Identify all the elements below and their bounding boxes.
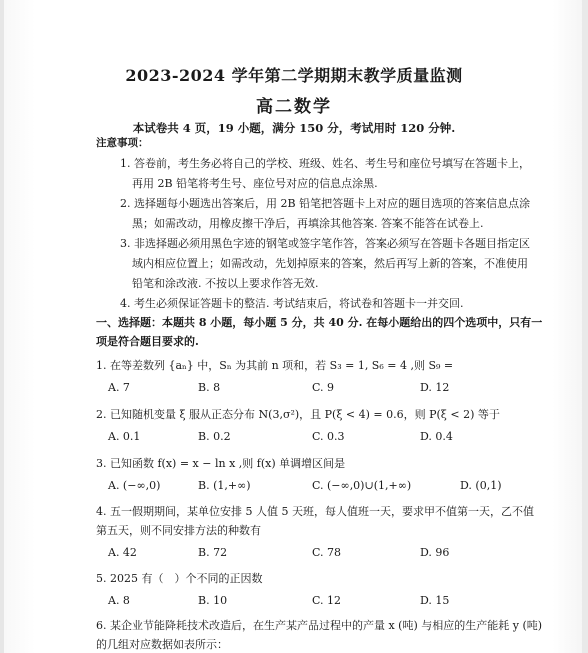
question-stem-cont: 第五天，则不同安排方法的种数有 bbox=[96, 524, 261, 537]
option-b: B. 8 bbox=[198, 381, 221, 394]
option-b: B. 10 bbox=[198, 594, 228, 607]
notice-line: 2. 选择题每小题选出答案后，用 2B 铅笔把答题卡上对应的题目选项的答案信息点涂 bbox=[120, 197, 531, 210]
option-c: C. 78 bbox=[312, 546, 342, 559]
question-stem: 1. 在等差数列 {aₙ} 中，Sₙ 为其前 n 项和，若 S₃ = 1, S₆ = 4 ,则 S₉ = bbox=[96, 359, 454, 372]
exam-info: 本试卷共 4 页，19 小题，满分 150 分，考试用时 120 分钟. bbox=[132, 121, 456, 135]
notice-line: 4. 考生必须保证答题卡的整洁. 考试结束后，将试卷和答题卡一并交回. bbox=[120, 297, 464, 310]
option-c: C. 12 bbox=[312, 594, 342, 607]
question-stem: 3. 已知函数 f(x) = x − ln x ,则 f(x) 单调增区间是 bbox=[96, 457, 346, 470]
option-c: C. 9 bbox=[312, 381, 335, 394]
section-heading: 一、选择题：本题共 8 小题，每小题 5 分，共 40 分. 在每小题给出的四个选项中，只有一 bbox=[96, 316, 543, 329]
notice-line: 1. 答卷前，考生务必将自己的学校、班级、姓名、考生号和座位号填写在答题卡上， bbox=[120, 157, 530, 170]
option-d: D. 0.4 bbox=[420, 430, 453, 443]
option-d: D. 12 bbox=[420, 381, 450, 394]
option-d: D. 96 bbox=[420, 546, 450, 559]
option-b: B. 0.2 bbox=[198, 430, 231, 443]
option-c: C. (−∞,0)∪(1,+∞) bbox=[312, 479, 412, 492]
option-a: A. 0.1 bbox=[108, 430, 141, 443]
option-d: D. 15 bbox=[420, 594, 450, 607]
exam-title: 2023-2024 学年第二学期期末教学质量监测 bbox=[125, 66, 463, 85]
question-stem: 2. 已知随机变量 ξ 服从正态分布 N(3,σ²)，且 P(ξ < 4) = 0.6，则 P(ξ < 2) 等于 bbox=[96, 408, 500, 421]
notice-line: 黑；如需改动，用橡皮擦干净后，再填涂其他答案. 答案不能答在试卷上. bbox=[132, 217, 484, 230]
option-a: A. (−∞,0) bbox=[108, 479, 161, 492]
notice-line: 铅笔和涂改液. 不按以上要求作答无效. bbox=[132, 277, 319, 290]
notice-line: 再用 2B 铅笔将考生号、座位号对应的信息点涂黑. bbox=[132, 177, 378, 190]
option-a: A. 7 bbox=[108, 381, 130, 394]
option-b: B. (1,+∞) bbox=[198, 479, 251, 492]
option-a: A. 42 bbox=[108, 546, 137, 559]
notice-line: 3. 非选择题必须用黑色字迹的钢笔或签字笔作答，答案必须写在答题卡各题目指定区 bbox=[120, 237, 530, 250]
notice-line: 域内相应位置上；如需改动，先划掉原来的答案，然后再写上新的答案，不准使用 bbox=[132, 257, 528, 270]
option-d: D. (0,1) bbox=[460, 479, 502, 492]
option-a: A. 8 bbox=[108, 594, 130, 607]
question-stem-cont: 的几组对应数据如表所示： bbox=[96, 638, 228, 651]
question-stem: 6. 某企业节能降耗技术改造后，在生产某产品过程中的产量 x (吨) 与相应的生产能耗 y (吨) bbox=[96, 619, 543, 632]
option-b: B. 72 bbox=[198, 546, 228, 559]
question-stem: 5. 2025 有（ ）个不同的正因数 bbox=[96, 572, 263, 585]
section-heading-cont: 项是符合题目要求的. bbox=[96, 335, 199, 348]
option-c: C. 0.3 bbox=[312, 430, 345, 443]
exam-subject: 高二数学 bbox=[256, 97, 332, 117]
question-stem: 4. 五一假期期间，某单位安排 5 人值 5 天班，每人值班一天，要求甲不值第一天，乙不值 bbox=[96, 505, 534, 518]
notice-label: 注意事项： bbox=[96, 137, 149, 149]
